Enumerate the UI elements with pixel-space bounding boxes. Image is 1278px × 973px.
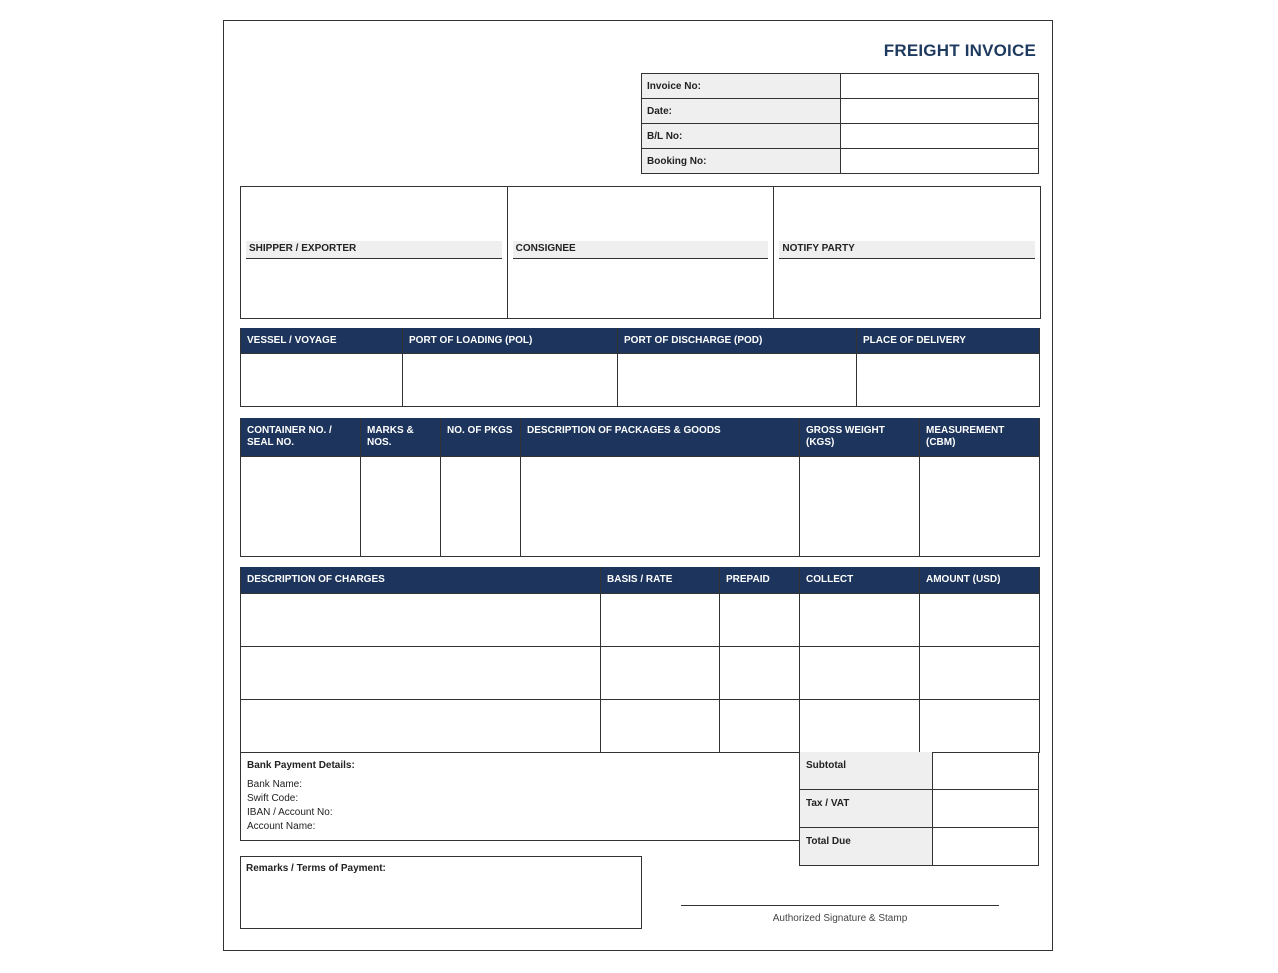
- header-row-date: [642, 99, 1039, 124]
- description-goods-cell[interactable]: [521, 457, 800, 557]
- description-charges-header: DESCRIPTION OF CHARGES: [241, 568, 601, 594]
- cargo-table: [240, 418, 1040, 557]
- totals-table: [799, 752, 1039, 866]
- date-field[interactable]: [841, 99, 1039, 124]
- charge-prepaid-cell[interactable]: [720, 700, 800, 753]
- charge-amount-cell[interactable]: [920, 594, 1040, 647]
- marks-nos-cell[interactable]: [361, 457, 441, 557]
- invoice-no-field[interactable]: [841, 74, 1039, 99]
- description-goods-header: DESCRIPTION OF PACKAGES & GOODS: [521, 419, 800, 457]
- charge-basis-cell[interactable]: [601, 700, 720, 753]
- charge-basis-cell[interactable]: [601, 594, 720, 647]
- invoice-no-label: Invoice No:: [642, 74, 841, 99]
- invoice-title: FREIGHT INVOICE: [883, 41, 1036, 60]
- charge-collect-cell[interactable]: [800, 647, 920, 700]
- amount-usd-header: AMOUNT (USD): [920, 568, 1040, 594]
- header-row-bl-no: [642, 124, 1039, 149]
- charges-header-row: [241, 568, 1040, 594]
- container-seal-cell[interactable]: [241, 457, 361, 557]
- table-row: [241, 594, 1040, 647]
- signature-label: Authorized Signature & Stamp: [772, 913, 908, 924]
- vessel-voyage-header: VESSEL / VOYAGE: [241, 329, 403, 354]
- table-row: [241, 700, 1040, 753]
- tax-label: Tax / VAT: [800, 790, 933, 828]
- remarks-box[interactable]: [240, 856, 642, 929]
- gross-weight-header: GROSS WEIGHT (KGS): [800, 419, 920, 457]
- pod-header: PORT OF DISCHARGE (POD): [618, 329, 857, 354]
- charge-description-cell[interactable]: [241, 700, 601, 753]
- bank-details-title: Bank Payment Details:: [247, 760, 355, 771]
- gross-weight-cell[interactable]: [800, 457, 920, 557]
- bank-payment-details: [240, 752, 801, 841]
- parties-section: [240, 186, 1041, 319]
- subtotal-value[interactable]: [933, 752, 1039, 790]
- cargo-header-row: [241, 419, 1040, 457]
- invoice-page: [223, 20, 1053, 951]
- no-of-pkgs-cell[interactable]: [441, 457, 521, 557]
- bank-name-label: Bank Name:: [247, 779, 303, 790]
- tax-value[interactable]: [933, 790, 1039, 828]
- container-seal-header: CONTAINER NO. / SEAL NO.: [241, 419, 361, 457]
- charge-prepaid-cell[interactable]: [720, 647, 800, 700]
- charge-amount-cell[interactable]: [920, 647, 1040, 700]
- date-label: Date:: [642, 99, 841, 124]
- booking-no-label: Booking No:: [642, 149, 841, 174]
- place-of-delivery-cell[interactable]: [857, 354, 1040, 407]
- prepaid-header: PREPAID: [720, 568, 800, 594]
- account-name-label: Account Name:: [247, 821, 316, 832]
- basis-rate-header: BASIS / RATE: [601, 568, 720, 594]
- place-of-delivery-header: PLACE OF DELIVERY: [857, 329, 1040, 354]
- charge-basis-cell[interactable]: [601, 647, 720, 700]
- pol-header: PORT OF LOADING (POL): [403, 329, 618, 354]
- measurement-cell[interactable]: [920, 457, 1040, 557]
- collect-header: COLLECT: [800, 568, 920, 594]
- invoice-header-table: [641, 73, 1039, 174]
- shipper-box[interactable]: [241, 187, 508, 318]
- iban-label: IBAN / Account No:: [247, 807, 333, 818]
- total-due-value[interactable]: [933, 828, 1039, 866]
- pod-cell[interactable]: [618, 354, 857, 407]
- charge-description-cell[interactable]: [241, 647, 601, 700]
- signature-line: [681, 905, 999, 906]
- charge-prepaid-cell[interactable]: [720, 594, 800, 647]
- charge-collect-cell[interactable]: [800, 594, 920, 647]
- remarks-label: Remarks / Terms of Payment:: [246, 863, 386, 874]
- bl-no-field[interactable]: [841, 124, 1039, 149]
- swift-code-label: Swift Code:: [247, 793, 299, 804]
- header-row-booking-no: [642, 149, 1039, 174]
- subtotal-row: [800, 752, 1039, 790]
- measurement-header: MEASUREMENT (CBM): [920, 419, 1040, 457]
- routing-header-row: [241, 329, 1040, 354]
- notify-party-box[interactable]: [774, 187, 1040, 318]
- marks-nos-header: MARKS & NOS.: [361, 419, 441, 457]
- cargo-row: [241, 457, 1040, 557]
- notify-party-label: NOTIFY PARTY: [779, 241, 1035, 259]
- consignee-box[interactable]: [508, 187, 775, 318]
- charge-collect-cell[interactable]: [800, 700, 920, 753]
- charges-table: [240, 567, 1040, 753]
- total-due-label: Total Due: [800, 828, 933, 866]
- pol-cell[interactable]: [403, 354, 618, 407]
- table-row: [241, 647, 1040, 700]
- header-row-invoice-no: [642, 74, 1039, 99]
- vessel-voyage-cell[interactable]: [241, 354, 403, 407]
- total-due-row: [800, 828, 1039, 866]
- tax-row: [800, 790, 1039, 828]
- charge-description-cell[interactable]: [241, 594, 601, 647]
- no-of-pkgs-header: NO. OF PKGS: [441, 419, 521, 457]
- routing-row: [241, 354, 1040, 407]
- charge-amount-cell[interactable]: [920, 700, 1040, 753]
- booking-no-field[interactable]: [841, 149, 1039, 174]
- bl-no-label: B/L No:: [642, 124, 841, 149]
- subtotal-label: Subtotal: [800, 752, 933, 790]
- consignee-label: CONSIGNEE: [513, 241, 769, 259]
- routing-table: [240, 328, 1040, 407]
- shipper-label: SHIPPER / EXPORTER: [246, 241, 502, 259]
